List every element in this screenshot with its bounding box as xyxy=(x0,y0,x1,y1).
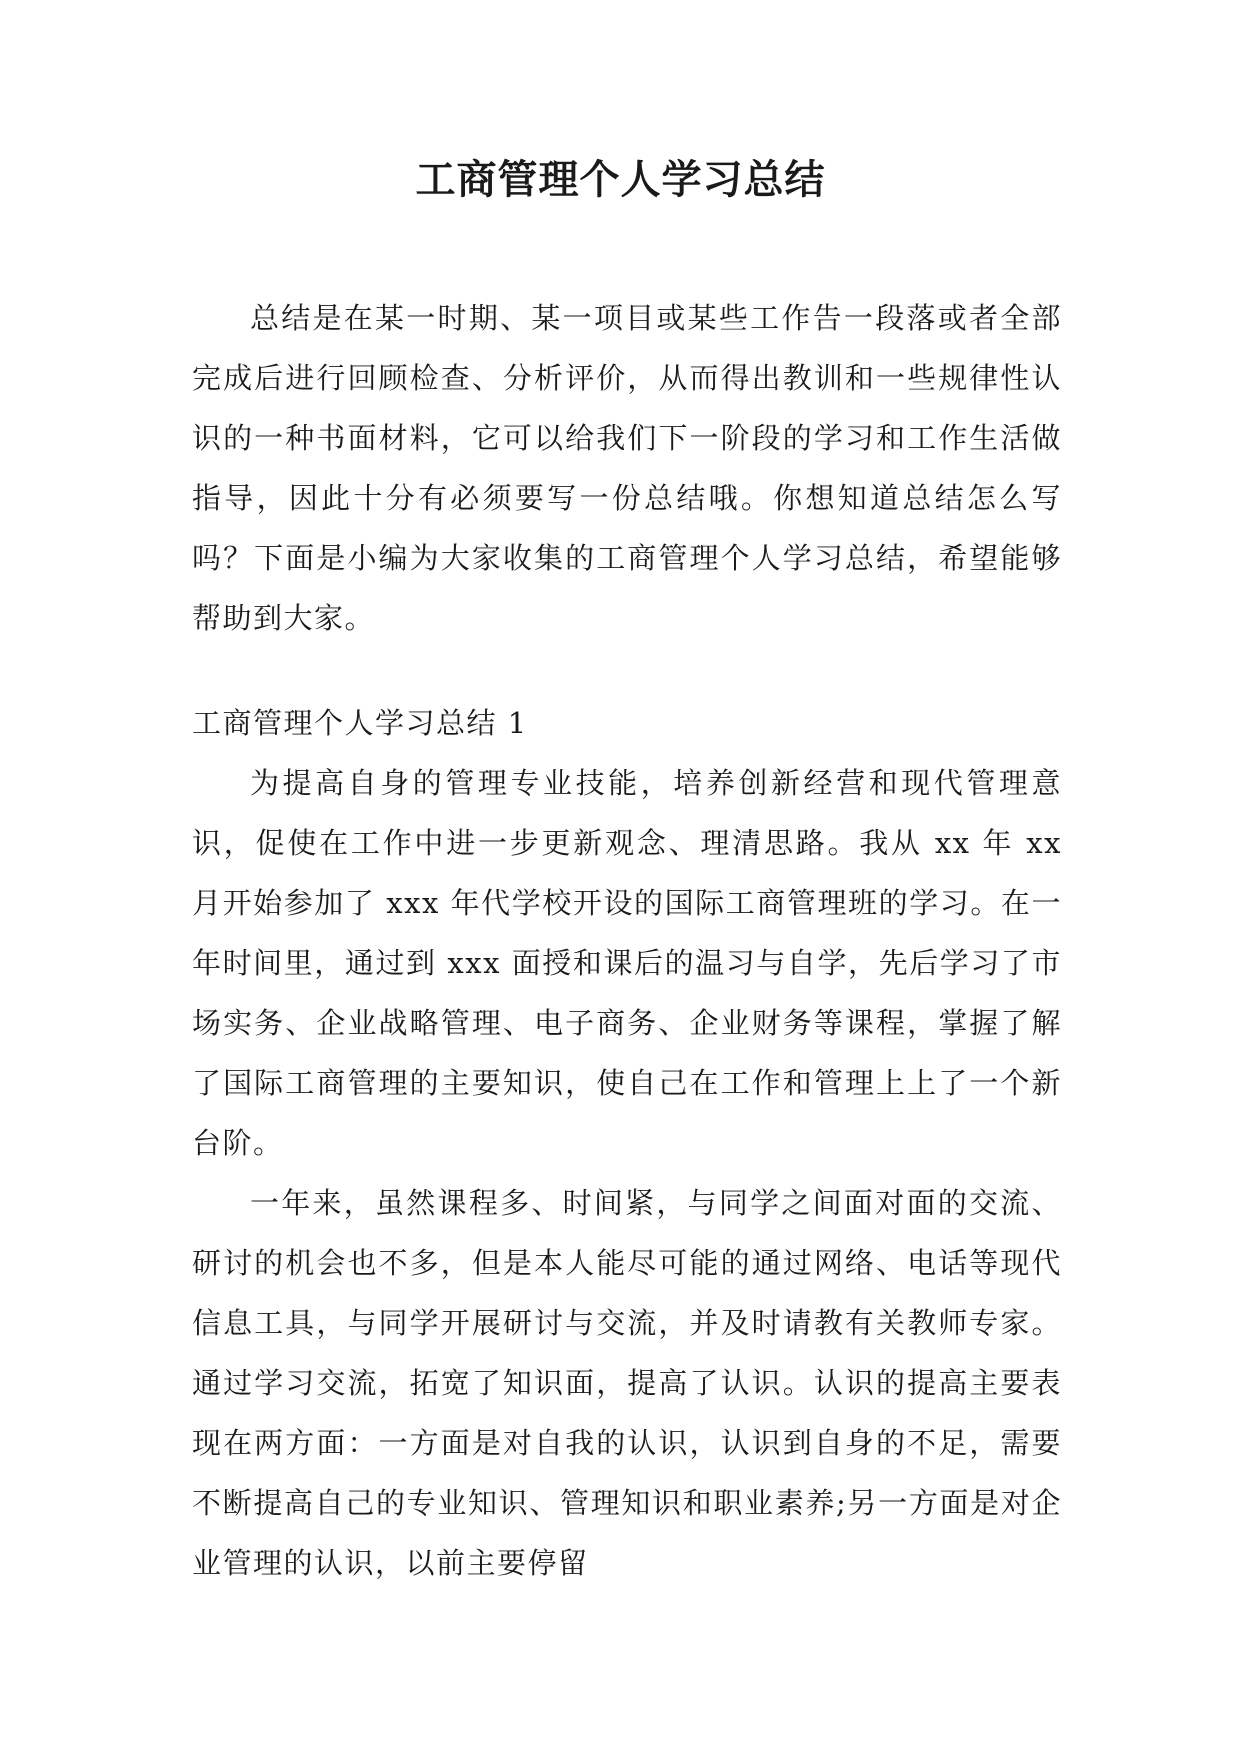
section-block xyxy=(192,693,1062,1593)
section-heading: 工商管理个人学习总结 1 xyxy=(192,706,528,740)
intro-block xyxy=(192,288,1062,648)
document-title: 工商管理个人学习总结 xyxy=(415,156,826,203)
section-paragraph-1: 为提高自身的管理专业技能，培养创新经营和现代管理意识，促使在工作中进一步更新观念、理清思路。我从 xx 年 xx 月开始参加了 xxx 年代学校开设的国际工商管理班的学习。在一年时间里，通过到 xxx 面授和课后的温习与自学，先后学习了市场实务、企业战略管理、电子商务、企业财务等课程，掌握了解了国际工商管理的主要知识，使自己在工作和管理上上了一个新台阶。 xyxy=(192,766,1062,1160)
intro-paragraph: 总结是在某一时期、某一项目或某些工作告一段落或者全部完成后进行回顾检查、分析评价，从而得出教训和一些规律性认识的一种书面材料，它可以给我们下一阶段的学习和工作生活做指导，因此十分有必须要写一份总结哦。你想知道总结怎么写吗？下面是小编为大家收集的工商管理个人学习总结，希望能够帮助到大家。 xyxy=(192,301,1062,635)
section-paragraph-2: 一年来，虽然课程多、时间紧，与同学之间面对面的交流、研讨的机会也不多，但是本人能尽可能的通过网络、电话等现代信息工具，与同学开展研讨与交流，并及时请教有关教师专家。通过学习交流，拓宽了知识面，提高了认识。认识的提高主要表现在两方面：一方面是对自我的认识，认识到自身的不足，需要不断提高自己的专业知识、管理知识和职业素养;另一方面是对企业管理的认识，以前主要停留 xyxy=(192,1186,1062,1580)
